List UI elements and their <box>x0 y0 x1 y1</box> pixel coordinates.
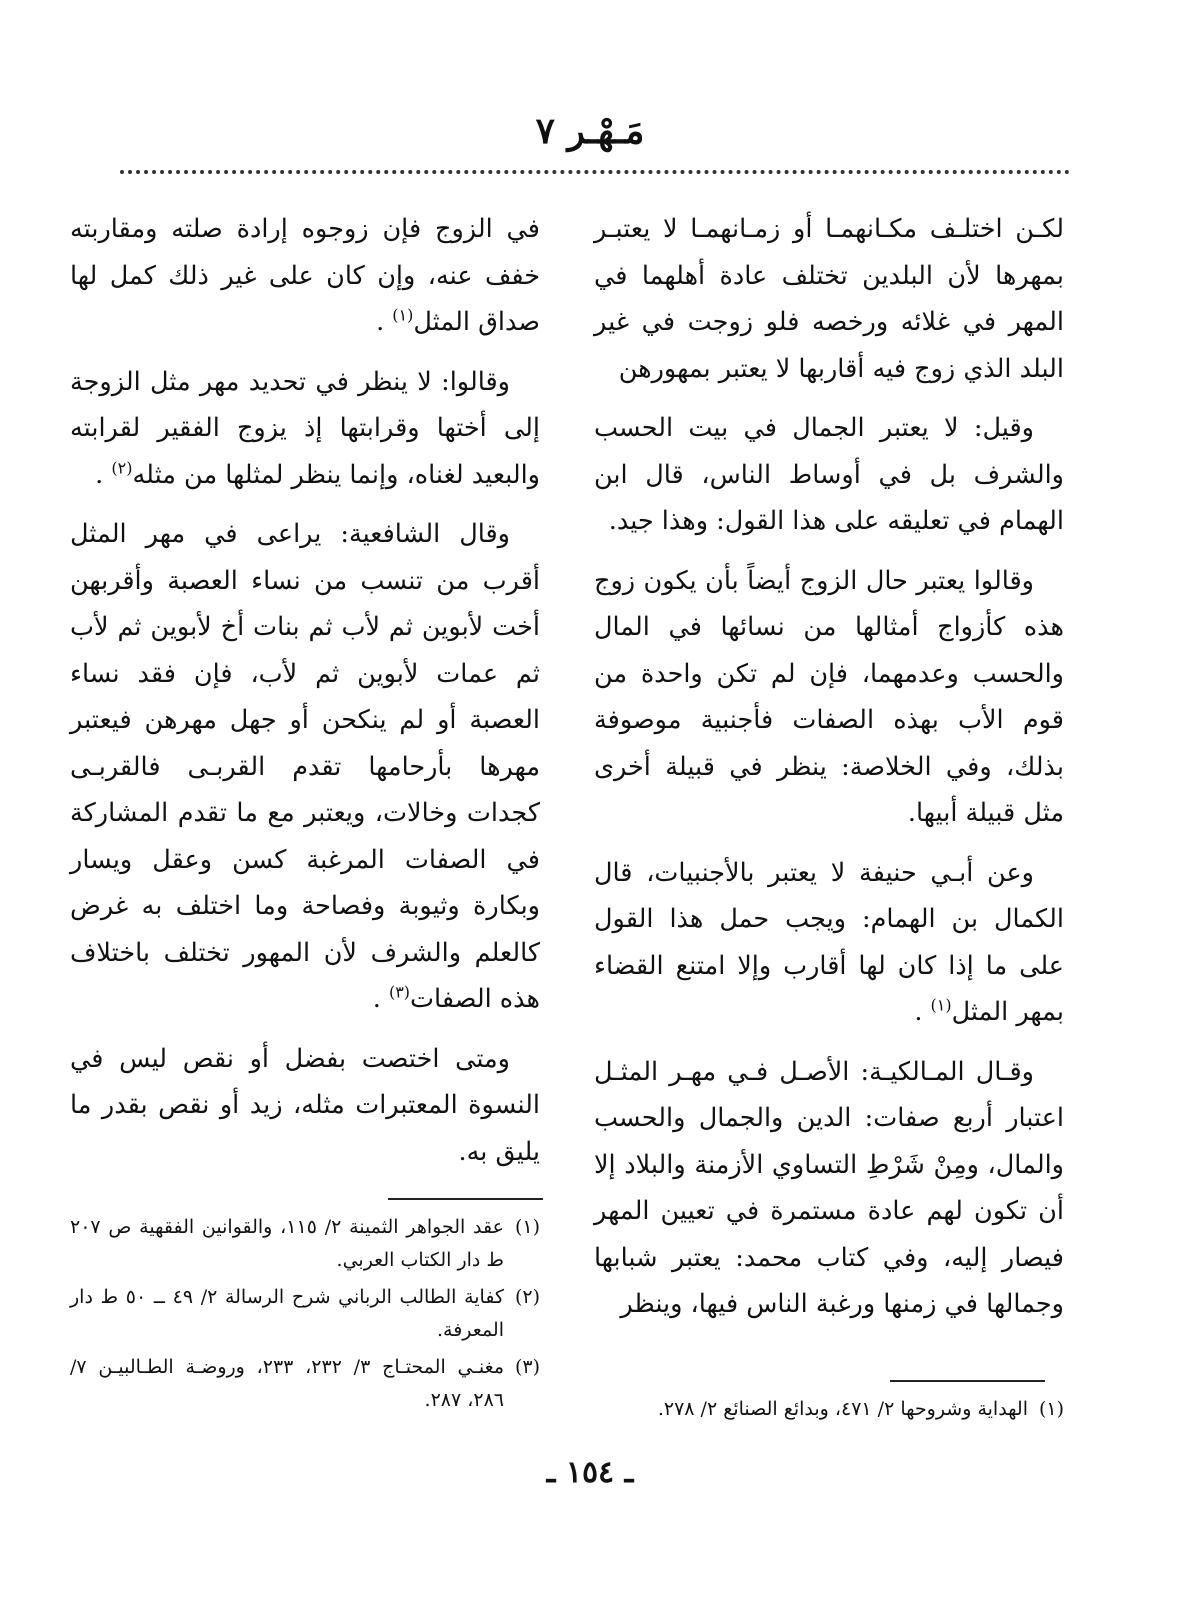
footnote-rule <box>388 1198 543 1200</box>
paragraph: لكـن اختلـف مكـانهمـا أو زمـانهمـا لا يعتبـر بمهرها لأن البلدين تختلف عادة أهلهما في المهر في غلائه ورخصه فلو زوجت في غير البلد الذي زوج فيه أقاربها لا يعتبر بمهورهن <box>594 214 1064 384</box>
footnote <box>594 1393 1064 1426</box>
paragraph-end: . <box>914 997 923 1027</box>
paragraph: وقالوا يعتبر حال الزوج أيضاً بأن يكون زوج هذه كأزواج أمثالها من نسائها في المال والحسب وعدمهما، فإن لم تكن واحدة من قوم الأب بهذه الصفات فأجنبية موصوفة بذلك، وفي الخلاصة: ينظر في قبيلة أخرى مثل قبيلة أبيها. <box>594 565 1064 828</box>
footnote-number: (٣) <box>514 1356 540 1378</box>
paragraph: وقـال المـالكيـة: الأصـل فـي مهـر المثـل اعتبار أربع صفات: الدين والجمال والحسب والمال، ومِنْ شَرْطِ التساوي الأزمنة والبلاد إلا أن تكون لهم عادة مستمرة في تعيين المهر فيصار إليه، وفي كتاب محمد: يعتبر شبابها وجمالها في زمنها ورغبة الناس فيها، وينظر <box>594 1056 1064 1319</box>
footnote <box>70 1351 540 1417</box>
page-title: مَـهْـر ٧ <box>535 110 645 152</box>
paragraph <box>594 850 1064 1036</box>
footnote-rule <box>890 1380 1045 1382</box>
footnote-text: كفاية الطالب الرباني شرح الرسالة ٢/ ٤٩ ــ ٥٠ ط دار المعرفة. <box>70 1286 504 1341</box>
paragraph <box>70 206 540 346</box>
page-number: ـ ١٥٤ ـ <box>546 1455 634 1490</box>
footnote-text: الهداية وشروحها ٢/ ٤٧١، وبدائع الصنائع ٢/ ٢٧٨. <box>657 1398 1028 1420</box>
right-footnotes <box>594 1393 1064 1430</box>
footnote-ref: (١) <box>930 995 952 1015</box>
paragraph: ومتى اختصت بفضل أو نقص ليس في النسوة المعتبرات مثله، زيد أو نقص بقدر ما يليق به. <box>70 1043 540 1167</box>
footnote-ref: (١) <box>392 305 414 325</box>
paragraph: وقيل: لا يعتبر الجمال في بيت الحسب والشرف بل في أوساط الناس، قال ابن الهمام في تعليقه على هذا القول: وهذا جيد. <box>594 413 1064 536</box>
paragraph <box>70 511 540 1023</box>
paragraph-text: وقالوا: لا ينظر في تحديد مهر مثل الزوجة إلى أختها وقرابتها إذ يزوج الفقير لقرابته والبعيد لغناه، وإنما ينظر لمثلها من مثله <box>70 366 540 490</box>
paragraph-text: في الزوج فإن زوجوه إرادة صلته ومقاربته خفف عنه، وإن كان على غير ذلك كمل لها صداق المثل <box>70 214 540 337</box>
paragraph <box>70 359 540 499</box>
paragraph-end: . <box>376 307 385 337</box>
footnote-ref: (٢) <box>111 458 133 477</box>
paragraph-end: . <box>95 459 104 490</box>
paragraph-end: . <box>372 984 381 1014</box>
footnote-number: (١) <box>514 1216 540 1238</box>
left-footnotes <box>70 1211 540 1421</box>
footnote-number: (٢) <box>514 1286 540 1308</box>
footnote-text: مغنـي المحتـاج ٣/ ٢٣٢، ٢٣٣، وروضـة الطـالبيـن ٧/ ٢٨٦، ٢٨٧. <box>70 1356 504 1411</box>
footnote <box>70 1211 540 1277</box>
right-column <box>594 206 1064 1341</box>
footnote-text: عقد الجواهر الثمينة ٢/ ١١٥، والقوانين الفقهية ص ٢٠٧ ط دار الكتاب العربي. <box>70 1216 504 1271</box>
dotted-divider <box>120 170 1070 174</box>
paragraph-text: وعن أبـي حنيفة لا يعتبر بالأجنبيات، قال الكمال بن الهمام: ويجب حمل هذا القول على ما إذا كان لها أقارب وإلا امتنع القضاء بمهر المثل <box>594 857 1064 1027</box>
footnote-number: (١) <box>1038 1398 1064 1420</box>
paragraph-text: وقال الشافعية: يراعى في مهر المثل أقرب من تنسب من نساء العصبة وأقربهن أخت لأبوين ثم لأب ثم بنات أخ لأبوين ثم لأب ثم عمات لأبوين ثم لأب، فإن فقد نساء العصبة أو لم ينكحن أو جهل مهرهن فيعتبر مهرها بأرحامها تقدم القربـى فالقربـى كجدات وخالات، ويعتبر مع ما تقدم المشاركة في الصفات المرغبة كسن وعقل ويسار وبكارة وثيوبة وفصاحة وما اختلف به غرض كالعلم والشرف لأن المهور تختلف باختلاف هذه الصفات <box>70 519 540 1014</box>
footnote-ref: (٣) <box>388 982 411 1002</box>
footnote <box>70 1281 540 1347</box>
left-column <box>70 206 540 1188</box>
